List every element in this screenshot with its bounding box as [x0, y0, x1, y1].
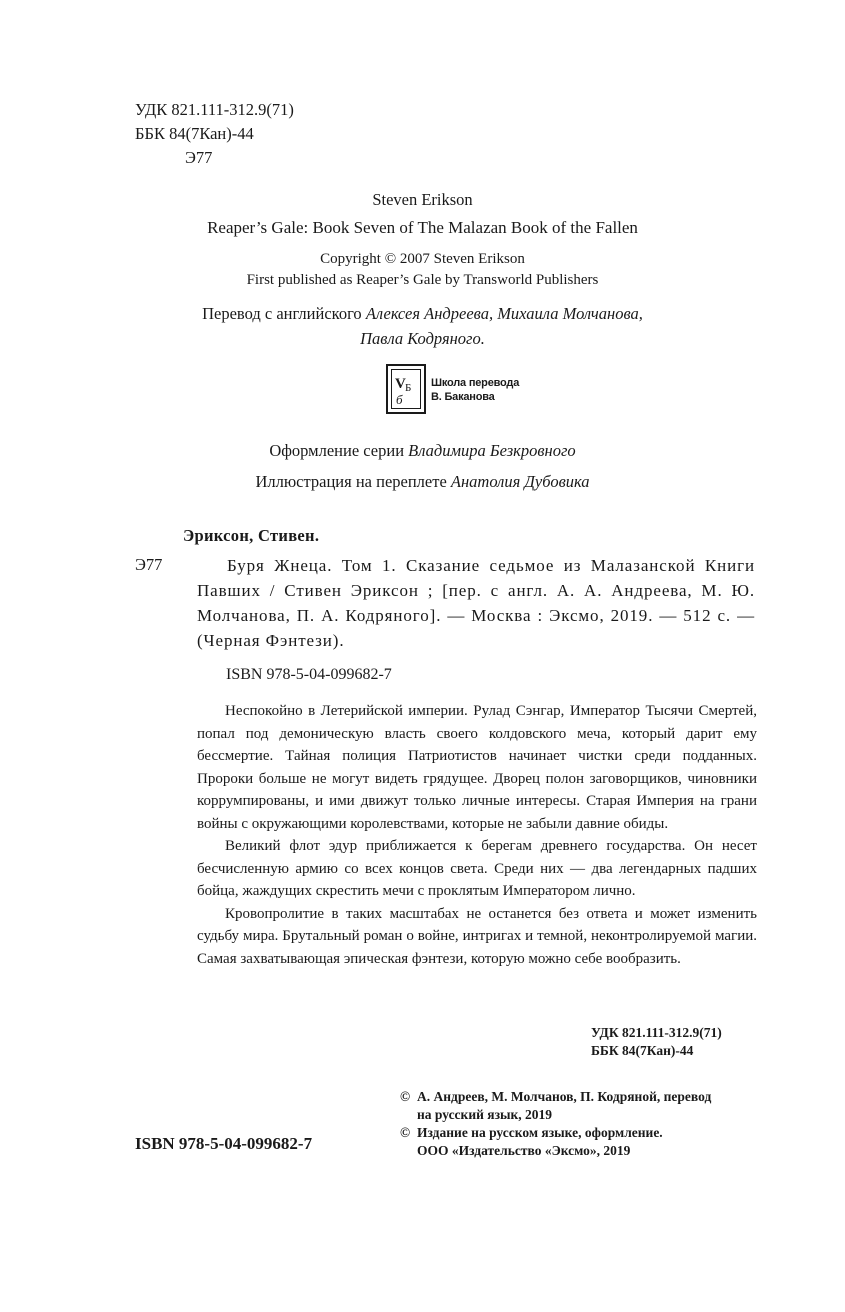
series-design-prefix: Оформление серии: [269, 441, 405, 460]
series-design-credit: [0, 441, 845, 461]
udk-code: УДК 821.111-312.9(71): [135, 100, 294, 119]
original-title: Reaper’s Gale: Book Seven of The Malazan Book of the Fallen: [207, 218, 638, 237]
original-author: Steven Erikson: [372, 190, 473, 209]
logo-caption: [431, 376, 519, 404]
annotation-paragraph: Неспокойно в Летерийской империи. Рулад Сэнгар, Император Тысячи Смертей, попал под демоническую власть своего колдовского меча, который дарит ему бессмертие. Тайная полиция Патриотистов начинает чистки среди подданных. Пророки больше не могут видеть грядущее. Дворец полон заговорщиков, чиновники коррумпированы, и ими движут только личные интересы. Старая Империя на грани войны с окружающими королевствами, которые не забыли давние обиды.: [197, 703, 757, 832]
first-published: First published as Reaper’s Gale by Transworld Publishers: [246, 272, 599, 288]
footer-udk: УДК 821.111-312.9(71): [591, 1025, 722, 1040]
translation-line-2: [0, 329, 845, 349]
annotation: [197, 700, 757, 970]
translators-names-2: Павла Кодряного.: [360, 329, 485, 348]
svg-text:V: V: [395, 376, 406, 392]
footer-bbk: ББК 84(7Кан)-44: [591, 1043, 694, 1058]
translators-names-1: Алексея Андреева, Михаила Молчанова,: [365, 304, 643, 323]
copyright-symbol: ©: [400, 1089, 411, 1104]
svg-text:Б: Б: [405, 382, 412, 394]
translation-school-logo-icon: [386, 364, 426, 414]
author-sign: Э77: [185, 148, 213, 167]
copyright-symbol: ©: [400, 1125, 411, 1140]
annotation-paragraph: Великий флот эдур приближается к берегам древнего государства. Он несет бесчисленную армию со всех концов света. Среди них — два легендарных падших бойца, жаждущих скрестить мечи с проклятым Императором лично.: [197, 838, 757, 899]
logo-line-1: Школа перевода: [431, 377, 520, 389]
series-design-name: Владимира Безкровного: [408, 441, 576, 460]
illustration-name: Анатолия Дубовика: [450, 472, 590, 491]
copyright1-line1: А. Андреев, М. Молчанов, П. Кодряной, перевод: [417, 1089, 712, 1104]
copyright1-line2: на русский язык, 2019: [417, 1107, 553, 1122]
illustration-prefix: Иллюстрация на переплете: [255, 472, 447, 491]
catalog-isbn: ISBN 978-5-04-099682-7: [226, 666, 392, 683]
catalog-description: [197, 553, 755, 653]
svg-text:б: б: [396, 392, 403, 407]
illustration-credit: [0, 472, 845, 492]
footer-copyrights: [400, 1088, 770, 1160]
annotation-paragraph: Кровопролитие в таких масштабах не останется без ответа и может изменить судьбу мира. Брутальный роман о войне, интригах и темной, неконтролируемой магии. Самая захватывающая эпическая фэнтези, которую можно себе вообразить.: [197, 905, 757, 967]
catalog-author-heading: Эриксон, Стивен.: [183, 526, 320, 545]
copyright2-line2: ООО «Издательство «Эксмо», 2019: [417, 1143, 631, 1158]
logo-line-2: В. Баканова: [431, 391, 495, 403]
original-copyright: Copyright © 2007 Steven Erikson: [320, 251, 525, 267]
footer-isbn: ISBN 978-5-04-099682-7: [135, 1134, 313, 1153]
translation-prefix: Перевод с английского: [202, 304, 362, 323]
translation-line-1: [0, 304, 845, 324]
catalog-code: Э77: [135, 555, 163, 574]
copyright2-line1: Издание на русском языке, оформление.: [417, 1125, 663, 1140]
footer-codes: [591, 1024, 722, 1060]
catalog-description-text: Буря Жнеца. Том 1. Сказание седьмое из Малазанской Книги Павших / Стивен Эриксон ; [пер. с англ. А. А. Андреева, М. Ю. Молчанова, П. А. Кодряного]. — Москва : Эксмо, 2019. — 512 с. — (Черная Фэнтези).: [197, 556, 755, 650]
bbk-code: ББК 84(7Кан)-44: [135, 124, 254, 143]
